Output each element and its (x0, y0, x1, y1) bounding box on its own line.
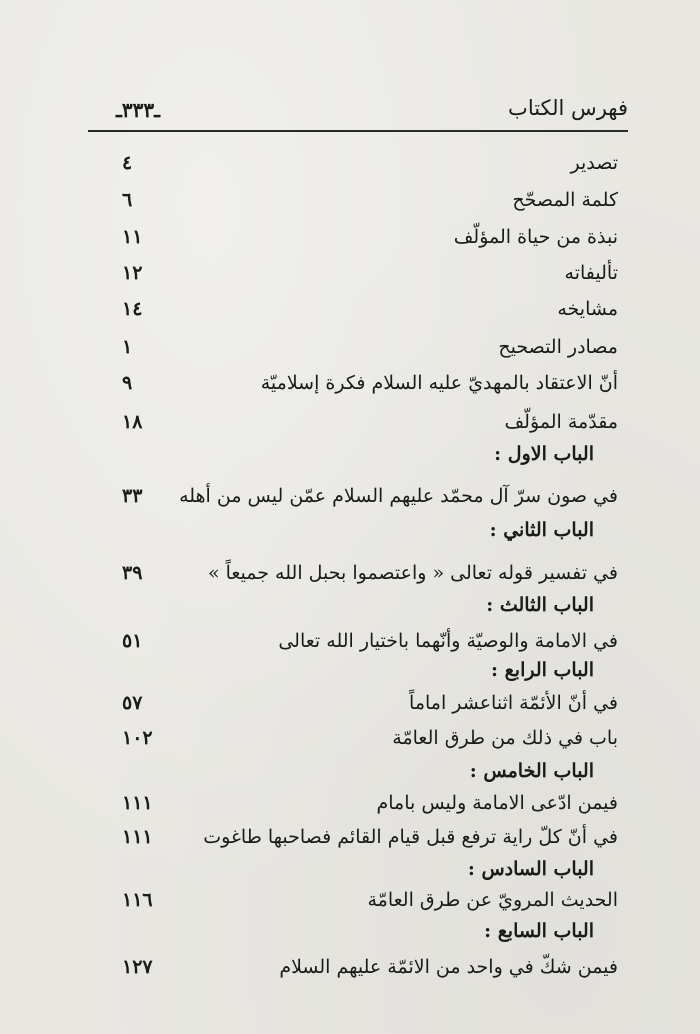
toc-entry-title: تصدير (570, 152, 618, 174)
toc-entry (110, 479, 618, 513)
toc-entry-page: ١٢ (122, 262, 143, 284)
chapter-heading (110, 513, 618, 547)
page-number: ـ٣٣٣ـ (116, 98, 160, 122)
toc-entry (110, 330, 618, 364)
toc-entry (110, 366, 618, 400)
chapter-heading-text: الباب الثاني : (489, 519, 594, 541)
toc-entry-page: ١١٦ (122, 889, 153, 911)
toc-entry-title: في أنّ الأئمّة اثناعشر اماماً (409, 692, 618, 714)
toc-entry-page: ٤ (122, 152, 133, 174)
toc-entry (110, 220, 618, 254)
toc-entry (110, 146, 618, 180)
toc-entry-title: فيمن ادّعى الامامة وليس بامام (376, 792, 618, 814)
toc-entry-page: ١ (122, 336, 133, 358)
toc-entry-title: تأليفاته (564, 262, 618, 284)
chapter-heading-text: الباب الرابع : (491, 659, 594, 681)
toc-entry-title: باب في ذلك من طرق العامّة (392, 727, 618, 749)
toc-entry (110, 292, 618, 326)
page-title: فهرس الكتاب (508, 96, 628, 120)
toc-entry-title: كلمة المصحّح (512, 189, 618, 211)
toc-entry-page: ١١ (122, 226, 143, 248)
toc-entry (110, 405, 618, 439)
chapter-heading (110, 437, 618, 471)
toc-entry-page: ١٤ (122, 298, 143, 320)
toc-entry-page: ٣٣ (122, 485, 143, 507)
chapter-heading (110, 653, 618, 687)
toc-entry-page: ٩ (122, 372, 133, 394)
header-divider (88, 130, 628, 132)
toc-entry-page: ١٠٢ (122, 727, 153, 749)
toc-entry (110, 820, 618, 854)
chapter-heading (110, 588, 618, 622)
toc-entry-title: في صون سرّ آل محمّد عليهم السلام عمّن ليس من أهله (179, 485, 618, 507)
toc-entry (110, 256, 618, 290)
chapter-heading-text: الباب الثالث : (486, 594, 594, 616)
toc-entry (110, 686, 618, 720)
chapter-heading-text: الباب السادس : (467, 858, 594, 880)
toc-entry-page: ٥١ (122, 630, 143, 652)
chapter-heading (110, 852, 618, 886)
page-header (88, 92, 628, 132)
toc-entry-page: ١٢٧ (122, 956, 153, 978)
chapter-heading (110, 914, 618, 948)
toc-entry-page: ١٨ (122, 411, 143, 433)
toc-entry-title: فيمن شكّ في واحد من الائمّة عليهم السلام (279, 956, 618, 978)
toc-entry-page: ٦ (122, 189, 133, 211)
toc-entry-title: الحديث المرويّ عن طرق العامّة (367, 889, 618, 911)
toc-entry-page: ٣٩ (122, 562, 143, 584)
toc-entry (110, 950, 618, 984)
toc-entry-title: في تفسير قوله تعالى « واعتصموا بحبل الله جميعاً » (207, 562, 618, 584)
chapter-heading (110, 754, 618, 788)
toc-entry (110, 183, 618, 217)
chapter-heading-text: الباب الخامس : (469, 760, 594, 782)
chapter-heading-text: الباب السابع : (484, 920, 594, 942)
toc-entry-title: مشايخه (557, 298, 618, 320)
toc-entry-title: مصادر التصحيح (498, 336, 618, 358)
toc-entry-page: ١١١ (122, 792, 153, 814)
toc-entry-title: في الامامة والوصيّة وأنّهما باختيار الله تعالى (278, 630, 618, 652)
toc-entry (110, 556, 618, 590)
toc-entry (110, 721, 618, 755)
toc-entry (110, 786, 618, 820)
toc-entry-title: مقدّمة المؤلّف (504, 411, 618, 433)
toc-entry-page: ٥٧ (122, 692, 143, 714)
toc-entry-title: نبذة من حياة المؤلّف (453, 226, 618, 248)
toc-entry-title: أنّ الاعتقاد بالمهديّ عليه السلام فكرة إسلاميّة (260, 372, 618, 394)
toc-entry-page: ١١١ (122, 826, 153, 848)
toc-entry-title: في أنّ كلّ راية ترفع قبل قيام القائم فصاحبها طاغوت (203, 826, 618, 848)
chapter-heading-text: الباب الاول : (494, 443, 594, 465)
toc-entry (110, 883, 618, 917)
